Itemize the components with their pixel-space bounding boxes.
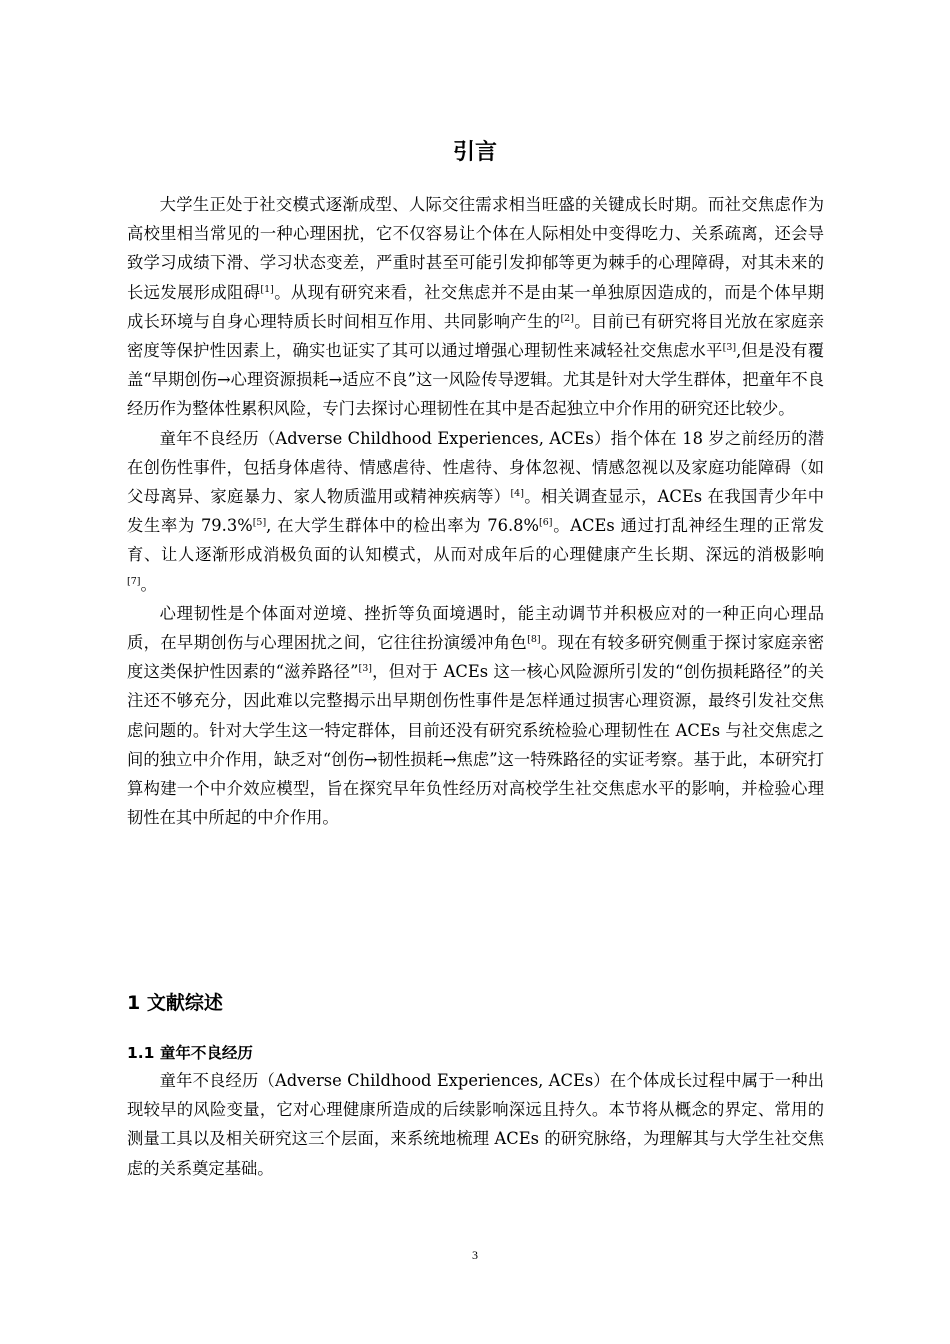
intro-paragraph-2 — [127, 424, 824, 599]
paragraph-text: 大学生正处于社交模式逐渐成型、人际交往需求相当旺盛的关键成长时期。而社交焦虑作为高校里相当常见的一种心理困扰，它不仅容易让个体在人际相处中变得吃力、关系疏离，还会导致学习成绩下滑、学习状态变差，严重时甚至可能引发抑郁等更为棘手的心理障碍，对其未来的长远发展形成阻碍 — [127, 195, 824, 302]
page-number: 3 — [472, 1248, 478, 1262]
paragraph-text: 。 — [140, 574, 157, 594]
citation-ref: [5] — [252, 517, 267, 529]
introduction-section — [127, 190, 824, 832]
citation-ref: [3] — [358, 663, 372, 675]
citation-ref: [7] — [127, 575, 141, 587]
citation-ref: [4] — [510, 488, 524, 500]
paragraph-text: 。现在有较多研究侧重于探讨家庭亲密度这类保护性因素的“滋养路径” — [127, 633, 824, 682]
subsection-heading: 1.1 童年不良经历 — [127, 1044, 253, 1062]
intro-paragraph-1 — [127, 190, 824, 424]
paragraph-text: 心理韧性是个体面对逆境、挫折等负面境遇时，能主动调节并积极应对的一种正向心理品质，在早期创伤与心理困扰之间，它往往扮演缓冲角色 — [127, 603, 824, 653]
citation-ref: [2] — [560, 312, 574, 324]
paragraph-text: 。ACEs 通过打乱神经生理的正常发育、让人逐渐形成消极负面的认知模式，从而对成年后的心理健康产生长期、深远的消极影响 — [127, 516, 825, 565]
paragraph-text: 。从现有研究来看，社交焦虑并不是由某一单独原因造成的，而是个体早期成长环境与自身心理特质长时间相互作用、共同影响产生的 — [127, 282, 824, 331]
citation-ref: [6] — [539, 517, 553, 529]
paragraph-text: ,但是没有覆盖“早期创伤→心理资源损耗→适应不良”这一风险传导逻辑。尤其是针对大学生群体，把童年不良经历作为整体性累积风险，专门去探讨心理韧性在其中是否起独立中介作用的研究还比较少。 — [127, 341, 824, 419]
literature-review-section — [127, 988, 824, 1183]
paragraph-text: ，但对于 ACEs 这一核心风险源所引发的“创伤损耗路径”的关注还不够充分，因此难以完整揭示出早期创伤性事件是怎样通过损害心理资源，最终引发社交焦虑问题的。针对大学生这一特定群体，目前还没有研究系统检验心理韧性在 ACEs 与社交焦虑之间的独立中介作用，缺乏对“创伤→韧性损耗→焦虑”这一特殊路径的实证考察。基于此，本研究打算构建一个中介效应模型，旨在探究早年负性经历对高校学生社交焦虑水平的影响，并检验心理韧性在其中所起的中介作用。 — [127, 662, 824, 828]
citation-ref: [1] — [260, 283, 274, 295]
paragraph-text: , 在大学生群体中的检出率为 76.8% — [266, 516, 540, 536]
paragraph-text: 。目前已有研究将目光放在家庭亲密度等保护性因素上，确实也证实了其可以通过增强心理韧性来减轻社交焦虑水平 — [127, 311, 824, 361]
page-title: 引言 — [452, 140, 497, 165]
citation-ref: [3] — [722, 342, 737, 354]
paragraph-text: 童年不良经历（Adverse Childhood Experiences, ACEs）指个体在 18 岁之前经历的潜在创伤性事件，包括身体虐待、情感虐待、性虐待、身体忽视、情感忽视以及家庭功能障碍（如父母离异、家庭暴力、家人物质滥用或精神疾病等） — [127, 428, 824, 507]
section-heading: 1 文献综述 — [127, 992, 223, 1014]
citation-ref: [8] — [527, 634, 541, 646]
subsection-paragraph: 童年不良经历（Adverse Childhood Experiences, ACEs）在个体成长过程中属于一种出现较早的风险变量，它对心理健康所造成的后续影响深远且持久。本节将从概念的界定、常用的测量工具以及相关研究这三个层面，来系统地梳理 ACEs 的研究脉络，为理解其与大学生社交焦虑的关系奠定基础。 — [127, 1071, 824, 1178]
paragraph-text: 。相关调查显示，ACEs 在我国青少年中发生率为 79.3% — [127, 487, 824, 536]
intro-paragraph-3 — [127, 599, 824, 833]
